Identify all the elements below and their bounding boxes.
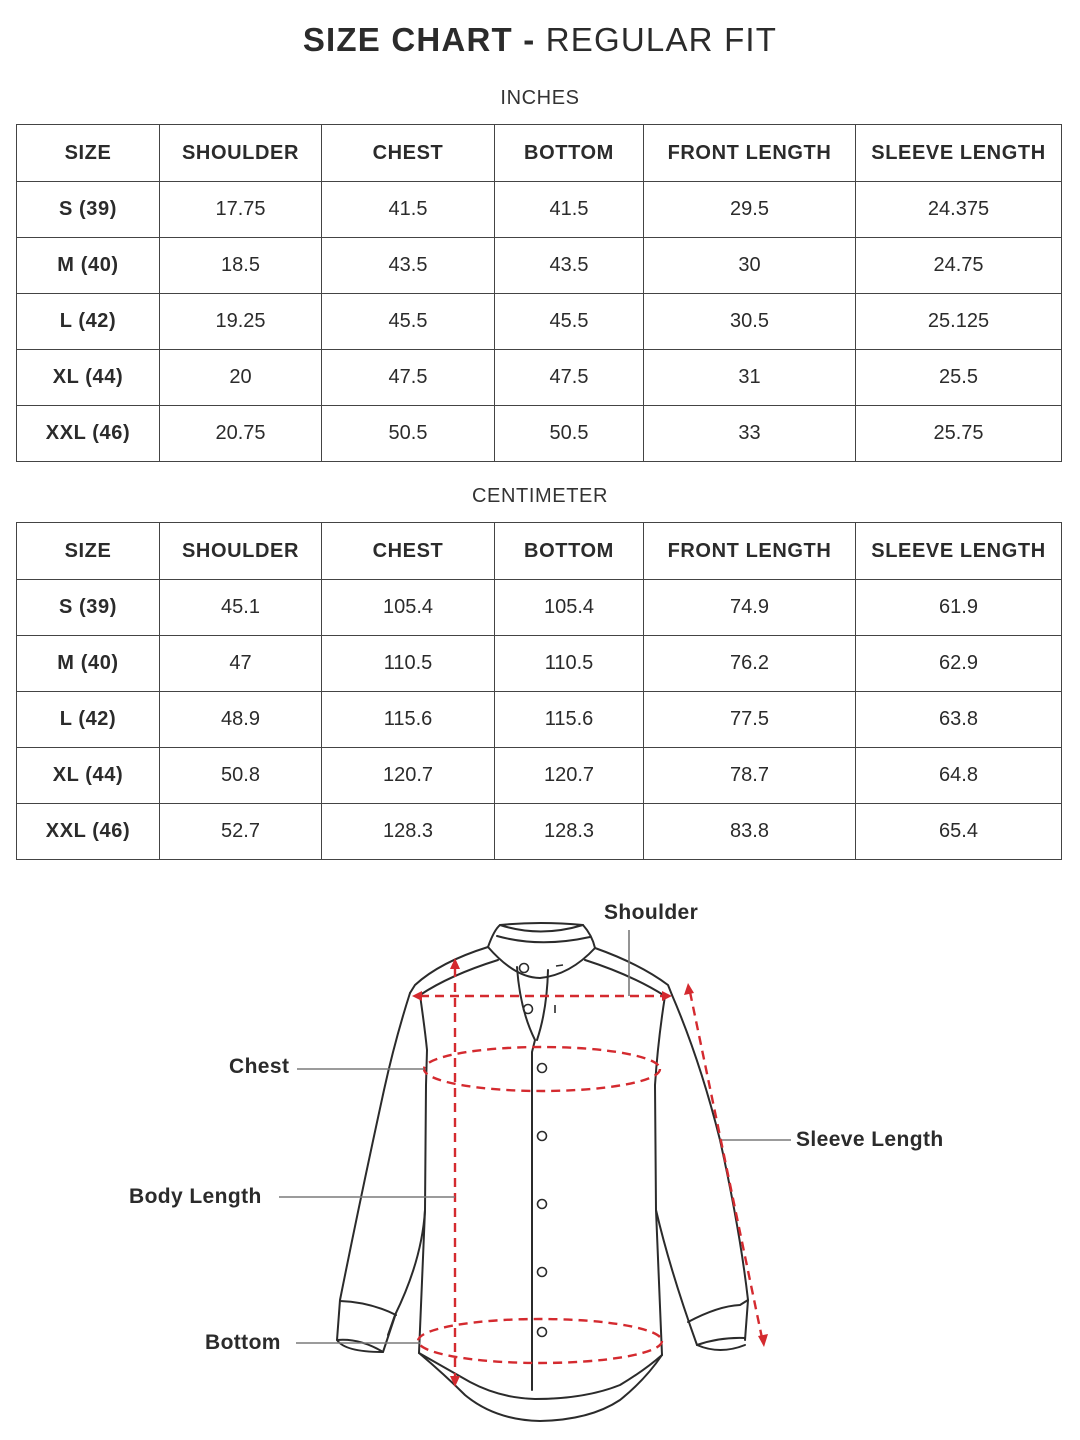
bottom-cell: 47.5	[495, 350, 644, 406]
bottom-label: Bottom	[205, 1331, 281, 1354]
chest-cell: 120.7	[322, 748, 495, 804]
title-bold: SIZE CHART -	[302, 21, 536, 58]
shoulder-cell: 18.5	[160, 238, 322, 294]
header-shoulder: SHOULDER	[160, 523, 322, 580]
chest-cell: 47.5	[322, 350, 495, 406]
bottom-measure-ellipse	[418, 1319, 662, 1363]
chest-cell: 105.4	[322, 580, 495, 636]
sleeve-length-label: Sleeve Length	[796, 1128, 944, 1151]
chest-cell: 43.5	[322, 238, 495, 294]
bottom-cell: 50.5	[495, 406, 644, 462]
table-row	[17, 692, 1062, 748]
shoulder-cell: 20	[160, 350, 322, 406]
sleeve-length-cell: 62.9	[856, 636, 1062, 692]
size-cell: XL (44)	[17, 350, 160, 406]
front-length-cell: 30	[644, 238, 856, 294]
header-shoulder: SHOULDER	[160, 125, 322, 182]
header-bottom: BOTTOM	[495, 125, 644, 182]
bottom-cell: 128.3	[495, 804, 644, 860]
header-chest: CHEST	[322, 523, 495, 580]
size-cell: XXL (46)	[17, 406, 160, 462]
page-title	[0, 18, 1080, 62]
size-cell: S (39)	[17, 580, 160, 636]
header-sleeve-length: SLEEVE LENGTH	[856, 523, 1062, 580]
shoulder-cell: 48.9	[160, 692, 322, 748]
table-header-row	[17, 125, 1062, 182]
size-cell: S (39)	[17, 182, 160, 238]
centimeter-label: CENTIMETER	[472, 485, 608, 507]
shoulder-cell: 17.75	[160, 182, 322, 238]
sleeve-length-cell: 61.9	[856, 580, 1062, 636]
bottom-cell: 110.5	[495, 636, 644, 692]
sleeve-length-cell: 65.4	[856, 804, 1062, 860]
shirt-illustration-icon	[0, 880, 1080, 1440]
body-length-label: Body Length	[129, 1185, 262, 1208]
sleeve-length-cell: 63.8	[856, 692, 1062, 748]
bottom-cell: 115.6	[495, 692, 644, 748]
bottom-cell: 105.4	[495, 580, 644, 636]
table-row	[17, 580, 1062, 636]
table-row	[17, 748, 1062, 804]
shoulder-cell: 50.8	[160, 748, 322, 804]
sleeve-length-cell: 64.8	[856, 748, 1062, 804]
table-row	[17, 350, 1062, 406]
front-length-cell: 76.2	[644, 636, 856, 692]
shoulder-cell: 52.7	[160, 804, 322, 860]
leader-lines	[279, 930, 791, 1343]
bottom-cell: 45.5	[495, 294, 644, 350]
front-length-cell: 30.5	[644, 294, 856, 350]
header-size: SIZE	[17, 523, 160, 580]
inches-label: INCHES	[500, 87, 580, 109]
table-row	[17, 636, 1062, 692]
table-header-row	[17, 523, 1062, 580]
size-cell: XL (44)	[17, 748, 160, 804]
table-row	[17, 406, 1062, 462]
shirt-outline	[337, 923, 748, 1421]
centimeter-table	[16, 522, 1062, 860]
front-length-cell: 29.5	[644, 182, 856, 238]
shoulder-cell: 19.25	[160, 294, 322, 350]
table-row	[17, 294, 1062, 350]
measurement-lines	[418, 968, 762, 1378]
front-length-cell: 78.7	[644, 748, 856, 804]
shoulder-cell: 20.75	[160, 406, 322, 462]
chest-cell: 41.5	[322, 182, 495, 238]
size-cell: M (40)	[17, 238, 160, 294]
chest-cell: 128.3	[322, 804, 495, 860]
inches-table	[16, 124, 1062, 462]
size-cell: M (40)	[17, 636, 160, 692]
chest-cell: 45.5	[322, 294, 495, 350]
sleeve-length-cell: 25.5	[856, 350, 1062, 406]
front-length-cell: 31	[644, 350, 856, 406]
sleeve-length-cell: 25.75	[856, 406, 1062, 462]
front-length-cell: 33	[644, 406, 856, 462]
bottom-cell: 41.5	[495, 182, 644, 238]
size-cell: XXL (46)	[17, 804, 160, 860]
header-chest: CHEST	[322, 125, 495, 182]
shoulder-cell: 47	[160, 636, 322, 692]
front-length-cell: 77.5	[644, 692, 856, 748]
chest-label: Chest	[229, 1055, 290, 1078]
header-front-length: FRONT LENGTH	[644, 523, 856, 580]
chest-cell: 110.5	[322, 636, 495, 692]
chest-measure-ellipse	[424, 1047, 660, 1091]
header-front-length: FRONT LENGTH	[644, 125, 856, 182]
bottom-cell: 120.7	[495, 748, 644, 804]
sleeve-length-cell: 24.375	[856, 182, 1062, 238]
title-light: REGULAR FIT	[545, 21, 778, 58]
front-length-cell: 74.9	[644, 580, 856, 636]
table-row	[17, 804, 1062, 860]
header-sleeve-length: SLEEVE LENGTH	[856, 125, 1062, 182]
sleeve-length-cell: 24.75	[856, 238, 1062, 294]
table-row	[17, 238, 1062, 294]
size-cell: L (42)	[17, 294, 160, 350]
shirt-measurement-diagram	[0, 880, 1080, 1440]
chest-cell: 50.5	[322, 406, 495, 462]
header-size: SIZE	[17, 125, 160, 182]
shoulder-label: Shoulder	[604, 901, 699, 924]
header-bottom: BOTTOM	[495, 523, 644, 580]
table-row	[17, 182, 1062, 238]
shoulder-cell: 45.1	[160, 580, 322, 636]
bottom-cell: 43.5	[495, 238, 644, 294]
sleeve-length-cell: 25.125	[856, 294, 1062, 350]
front-length-cell: 83.8	[644, 804, 856, 860]
chest-cell: 115.6	[322, 692, 495, 748]
size-cell: L (42)	[17, 692, 160, 748]
